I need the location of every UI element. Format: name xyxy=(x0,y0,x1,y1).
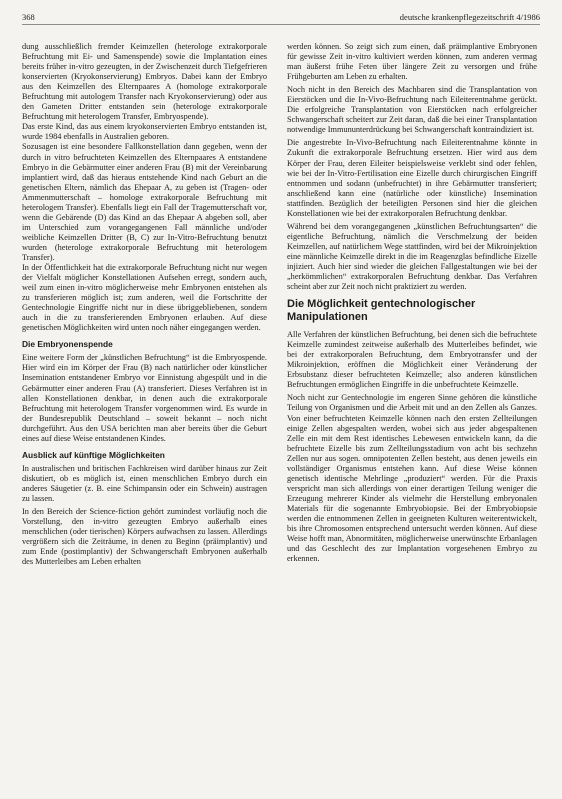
paragraph: Während bei dem vorangegangenen „künstlichen Befruchtungsarten“ die eigentliche Befruchtung, nämlich die Verschmelzung der beiden Keimzellen, auf natürlichem Wege stattfinden, wird bei der Mikroinjektion eine männliche Keimzelle direkt in die im Reagenzglas befindliche Eizelle injiziert. Auch hier sind wieder die gleichen Fallgestaltungen wie bei der „herkömmlichen“ extrakorporalen Befruchtung denkbar. Das Verfahren scheint aber zur Zeit noch nicht praktiziert zu werden. xyxy=(287,221,537,292)
right-column xyxy=(287,42,537,564)
left-column xyxy=(22,42,267,567)
page-header xyxy=(22,10,540,24)
paragraph: Die angestrebte In-Vivo-Befruchtung nach Eileiterentnahme könnte in Zukunft die extrakorporale Befruchtung ersetzen. Hier wird aus dem Körper der Frau, deren Eileiter beispielsweise verklebt sind oder fehlen, wie bei der In-Vitro-Fertilisation eine Eizelle durch chirurgischen Eingriff entnommen und sodann (unbefruchtet) in ihre Gebärmutter transferiert; anschließend kann eine (natürliche oder künstliche) Insemination stattfinden. Bezüglich der beteiligten Personen sind hier die gleichen Konstellationen wie bei der extrakorporalen Befruchtung denkbar. xyxy=(287,138,537,218)
paragraph: dung ausschließlich fremder Keimzellen (heterologe extrakorporale Befruchtung mit Ei- und Samenspende) sowie die Implantation eines bereits früher in-vitro gezeugten, in der Zwischenzeit durch Tiefgefrieren konservierten (Kryokonservierung) Embryos. Dabei kann der Embryo aus den Keimzellen des Elternpaares A (homologe extrakorporale Befruchtung mit autologem Transfer nach Kryokonservierung) oder aus den Gameten Dritter entstanden sein (heterologe extrakorporale Befruchtung mit heterologem Transfer, Embryospende). xyxy=(22,42,267,122)
paragraph: In der Öffentlichkeit hat die extrakorporale Befruchtung nicht nur wegen der Vielfalt möglicher Konstellationen Aufsehen erregt, sondern auch, weil zum einen in-vitro möglicherweise mehr Embryonen entstehen als zu transferieren möglich ist; zum anderen, weil die Fortschritte der Gentechnologie Eingriffe nicht nur in diese übriggebliebenen, sondern auch in die zu transferierenden Embryonen erlauben. Auf diese genetischen Möglichkeiten wird unten noch näher eingegangen werden. xyxy=(22,263,267,333)
section-heading-gentechnologie: Die Möglichkeit gentechnologischer Manipulationen xyxy=(287,298,476,324)
paragraph: Eine weitere Form der „künstlichen Befruchtung“ ist die Embryospende. Hier wird ein im Körper der Frau (B) nach natürlicher oder künstlicher Insemination entstandener Embryo vor Einnistung abgespült und in die Gebärmutter einer anderen Frau (A) transferiert. Dieses Verfahren ist in allen Konstellationen denkbar, in denen auch die extrakorporale Befruchtung mit heterologem Transfer vorgenommen wird. Es wurde in der Bundesrepublik Deutschland – soweit bekannt – noch nicht durchgeführt. Aus den USA berichten man aber bereits über die Geburt eines auf diese Weise entstandenen Kindes. xyxy=(22,353,267,443)
paragraph: Sozusagen ist eine besondere Fallkonstellation dann gegeben, wenn der durch in vitro befruchteten Keimzellen des Elternpaares A entstandene Embryo in die Gebärmutter einer anderen Frau (B) mit der Vereinbarung implantiert wird, daß das hieraus entstehende Kind nach Geburt an die genetischen Eltern, nämlich das Ehepaar A, zu geben ist (Tragen- oder Ammenmutterschaft – homologe extrakorporale Befruchtung mit heterologem Transfer). Ebenfalls liegt ein Fall der Tragemutterschaft vor, wenn die Gebärende (D) das Kind an das Ehepaar A abgeben soll, aber im Unterschied zum vorangegangenen Fall männliche und/oder weibliche Keimzellen Dritter (B, C) zur In-Vitro-Befruchtung benutzt wurden (heterologe extrakorporale Befruchtung mit heterologem Transfer). xyxy=(22,142,267,262)
section-heading-ausblick: Ausblick auf künftige Möglichkeiten xyxy=(22,449,165,460)
page-number: 368 xyxy=(22,12,35,22)
header-rule xyxy=(22,24,540,25)
paragraph: Alle Verfahren der künstlichen Befruchtung, bei denen sich die befruchtete Keimzelle zumindest zeitweise außerhalb des Mutterleibes befindet, wie bei der extrakorporalen Befruchtung, dem Embryotransfer und der Mikroinjektion, eröffnen die Möglichkeit einer Veränderung der Erbsubstanz dieser befruchteten Keimzelle; also anderen künstlichen Befruchtungen ermöglichen Eingriffe in die unbefruchtete Keimzelle. xyxy=(287,330,537,390)
paragraph: In australischen und britischen Fachkreisen wird darüber hinaus zur Zeit diskutiert, ob es möglich ist, einen menschlichen Embryo durch ein anderes Säugetier (z. B. eine Schimpansin oder ein Schwein) austragen zu lassen. xyxy=(22,463,267,503)
paragraph: Das erste Kind, das aus einem kryokonservierten Embryo entstanden ist, wurde 1984 ebenfalls in Australien geboren. xyxy=(22,122,267,142)
paragraph: Noch nicht in den Bereich des Machbaren sind die Transplantation von Eierstöcken und die In-Vivo-Befruchtung nach Eileiterentnahme gerückt. Die erfolgreiche Transplantation von Eierstöcken nach erfolgreicher Schwangerschaft scheitert zur Zeit daran, daß die bei einer Transplantation notwendige Immununterdrückung bei Schwangerschaft kontraindiziert ist. xyxy=(287,85,537,135)
paragraph: werden können. So zeigt sich zum einen, daß präimplantive Embryonen für gewisse Zeit in-vitro kultiviert werden können, zum anderen vermag man äußerst frühe Feten über längere Zeit zu versorgen und frühe Frühgeburten am Leben zu erhalten. xyxy=(287,42,537,82)
paragraph: In den Bereich der Science-fiction gehört zumindest vorläufig noch die Vorstellung, den in-vitro gezeugten Embryo außerhalb eines menschlichen (oder tierischen) Körpers aufwachsen zu lassen. Allerdings vergrößern sich die Zeiträume, in denen zu Beginn (präimplantiv) und zum Ende (postimplantiv) der Schwangerschaft Embryonen außerhalb des Mutterleibes am Leben erhalten xyxy=(22,506,267,567)
section-heading-embryonenspende: Die Embryonenspende xyxy=(22,339,113,350)
journal-title: deutsche krankenpflegezeitschrift 4/1986 xyxy=(399,12,540,22)
paragraph: Noch nicht zur Gentechnologie im engeren Sinne gehören die künstliche Teilung von Organismen und die Arbeit mit und an den Zellen als Ganzes. Von einer befruchteten Keimzelle können nach den ersten Zellteilungen einige Zellen abgespalten werden, wobei sich aus jeder abgespaltenen Zelle ein mit dem Rest identisches Lebewesen entwickeln kann, da die befruchtete Eizelle bis zum Zellteilungsstadium von acht bis sechzehn Zellen nur aus sogen. omnipotenten Zellen besteht, aus denen jeweils ein vollständiger Organismus entstehen kann. Auf diese Weise können genetisch identische Mehrlinge „produziert“ werden. Für die Praxis verspricht man sich allerdings von einer derartigen Teilung weniger die Erzeugung mehrerer Kinder als vielmehr die Herstellung embryonalen Materials für die sogenannte Embryobiopsie. Bei der Embryobiopsie werden die entnommenen Zellen in geeigneten Kulturen weiterentwickelt, bis ihre Chromosomen entsprechend untersucht werden können. Auf diese Weise hofft man, Abnormitäten, möglicherweise unerwünschte Erbanlagen und das Geschlecht des zur Implantation vorgesehenen Embryo zu erkennen. xyxy=(287,393,537,564)
